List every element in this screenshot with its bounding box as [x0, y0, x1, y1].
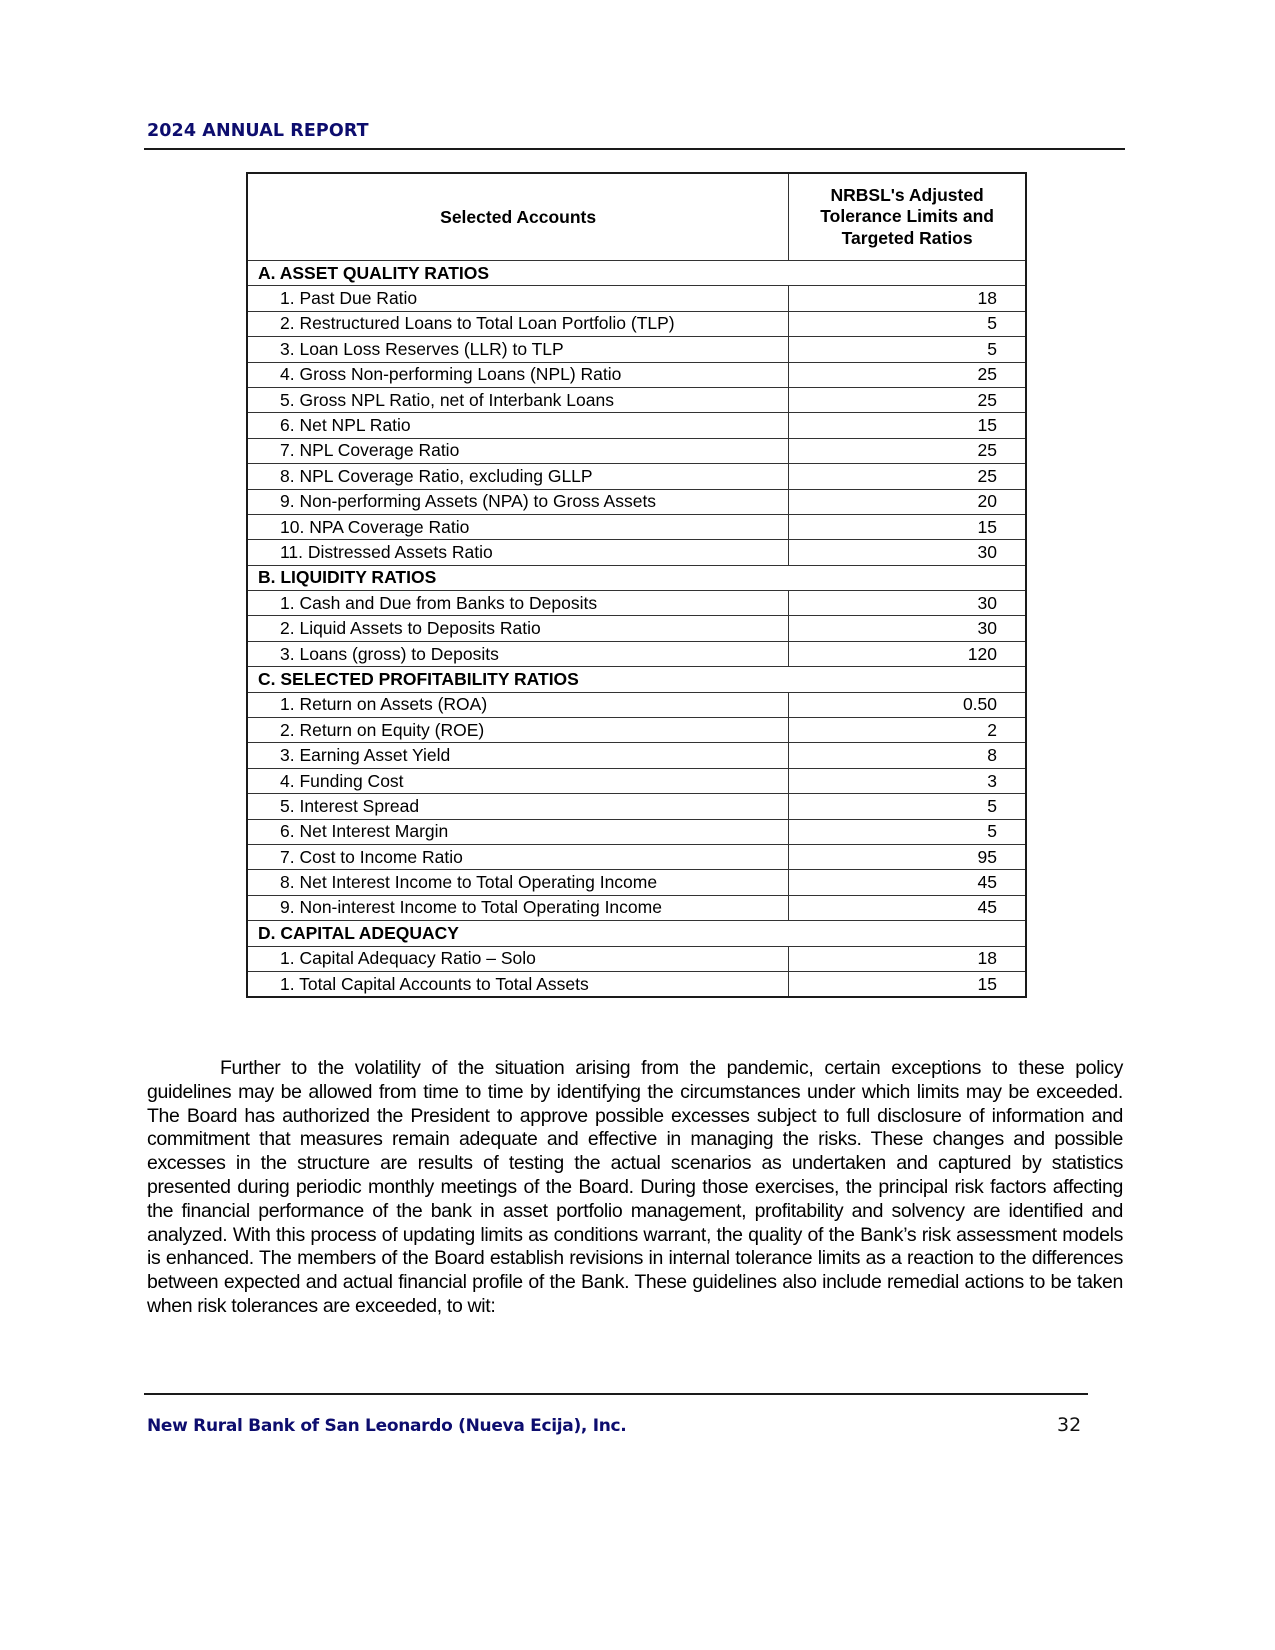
ratio-value: 25: [789, 362, 1026, 387]
account-label: 1. Past Due Ratio: [247, 286, 789, 311]
table-row: [247, 641, 1026, 666]
account-label: 1. Cash and Due from Banks to Deposits: [247, 591, 789, 616]
account-label: 2. Liquid Assets to Deposits Ratio: [247, 616, 789, 641]
column-header-line: Tolerance Limits and: [820, 206, 994, 227]
table-row: [247, 413, 1026, 438]
column-header-line: NRBSL's Adjusted: [830, 184, 984, 205]
ratio-value: 5: [789, 819, 1026, 844]
table-row: [247, 464, 1026, 489]
section-row-asset-quality: [247, 261, 1026, 286]
ratio-value: 25: [789, 387, 1026, 412]
section-title: A. ASSET QUALITY RATIOS: [247, 261, 1026, 286]
account-label: 2. Restructured Loans to Total Loan Portfolio (TLP): [247, 311, 789, 336]
account-label: 3. Earning Asset Yield: [247, 743, 789, 768]
table-row: [247, 387, 1026, 412]
table-row: [247, 438, 1026, 463]
column-header-tolerance: [789, 173, 1026, 261]
section-title: C. SELECTED PROFITABILITY RATIOS: [247, 667, 1026, 692]
ratio-value: 95: [789, 844, 1026, 869]
ratio-value: 30: [789, 616, 1026, 641]
table-row: [247, 768, 1026, 793]
table-row: [247, 870, 1026, 895]
report-title: 2024 ANNUAL REPORT: [147, 121, 369, 141]
account-label: 4. Funding Cost: [247, 768, 789, 793]
account-label: 7. NPL Coverage Ratio: [247, 438, 789, 463]
ratio-value: 18: [789, 946, 1026, 971]
tolerance-limits-table: [246, 172, 1027, 998]
account-label: 11. Distressed Assets Ratio: [247, 540, 789, 565]
table-row: [247, 337, 1026, 362]
account-label: 2. Return on Equity (ROE): [247, 718, 789, 743]
account-label: 6. Net Interest Margin: [247, 819, 789, 844]
table-row: [247, 311, 1026, 336]
table-row: [247, 286, 1026, 311]
ratio-value: 15: [789, 971, 1026, 997]
ratio-value: 18: [789, 286, 1026, 311]
ratio-value: 15: [789, 514, 1026, 539]
ratio-value: 30: [789, 540, 1026, 565]
table-row: [247, 514, 1026, 539]
ratio-value: 5: [789, 337, 1026, 362]
table-row: [247, 489, 1026, 514]
body-paragraph: Further to the volatility of the situation arising from the pandemic, certain exceptions to these policy guidelines may be allowed from time to time by identifying the circumstances under which limits may be exceeded. The Board has authorized the President to approve possible excesses subject to full disclosure of information and commitment that measures remain adequate and effective in managing the risks. These changes and possible excesses in the structure are results of testing the actual scenarios as undertaken and captured by statistics presented during periodic monthly meetings of the Board. During those exercises, the principal risk factors affecting the financial performance of the bank in asset portfolio management, profitability and solvency are identified and analyzed. With this process of updating limits as conditions warrant, the quality of the Bank’s risk assessment models is enhanced. The members of the Board establish revisions in internal tolerance limits as a reaction to the differences between expected and actual financial profile of the Bank. These guidelines also include remedial actions to be taken when risk tolerances are exceeded, to wit:: [147, 1057, 1123, 1317]
ratio-value: 30: [789, 591, 1026, 616]
account-label: 8. NPL Coverage Ratio, excluding GLLP: [247, 464, 789, 489]
ratio-value: 2: [789, 718, 1026, 743]
table-row: [247, 946, 1026, 971]
table-row: [247, 362, 1026, 387]
footer-divider: [144, 1393, 1088, 1395]
table-row: [247, 794, 1026, 819]
column-header-line: Targeted Ratios: [841, 227, 973, 248]
page-number: 32: [1057, 1414, 1082, 1436]
table-header-row: [247, 173, 1026, 261]
section-row-profitability: [247, 667, 1026, 692]
header-divider: [144, 148, 1125, 150]
ratio-value: 3: [789, 768, 1026, 793]
ratio-value: 0.50: [789, 692, 1026, 717]
table-row: [247, 743, 1026, 768]
column-header-accounts: Selected Accounts: [247, 173, 789, 261]
table-row: [247, 591, 1026, 616]
ratio-value: 20: [789, 489, 1026, 514]
account-label: 9. Non-performing Assets (NPA) to Gross Assets: [247, 489, 789, 514]
section-row-liquidity: [247, 565, 1026, 590]
account-label: 3. Loans (gross) to Deposits: [247, 641, 789, 666]
table-row: [247, 971, 1026, 997]
table-row: [247, 844, 1026, 869]
account-label: 1. Return on Assets (ROA): [247, 692, 789, 717]
ratio-value: 120: [789, 641, 1026, 666]
table-row: [247, 718, 1026, 743]
section-row-capital-adequacy: [247, 921, 1026, 946]
account-label: 6. Net NPL Ratio: [247, 413, 789, 438]
section-title: D. CAPITAL ADEQUACY: [247, 921, 1026, 946]
account-label: 1. Total Capital Accounts to Total Assets: [247, 971, 789, 997]
ratio-value: 45: [789, 870, 1026, 895]
table-row: [247, 819, 1026, 844]
account-label: 9. Non-interest Income to Total Operating Income: [247, 895, 789, 920]
account-label: 7. Cost to Income Ratio: [247, 844, 789, 869]
table-row: [247, 895, 1026, 920]
table-row: [247, 616, 1026, 641]
table-row: [247, 692, 1026, 717]
ratio-value: 25: [789, 464, 1026, 489]
footer-organization: New Rural Bank of San Leonardo (Nueva Ecija), Inc.: [147, 1416, 627, 1436]
account-label: 8. Net Interest Income to Total Operating Income: [247, 870, 789, 895]
ratio-value: 5: [789, 311, 1026, 336]
table-row: [247, 540, 1026, 565]
account-label: 3. Loan Loss Reserves (LLR) to TLP: [247, 337, 789, 362]
section-title: B. LIQUIDITY RATIOS: [247, 565, 1026, 590]
account-label: 5. Gross NPL Ratio, net of Interbank Loans: [247, 387, 789, 412]
ratio-value: 15: [789, 413, 1026, 438]
ratio-value: 8: [789, 743, 1026, 768]
ratio-value: 25: [789, 438, 1026, 463]
account-label: 1. Capital Adequacy Ratio – Solo: [247, 946, 789, 971]
account-label: 4. Gross Non-performing Loans (NPL) Ratio: [247, 362, 789, 387]
account-label: 10. NPA Coverage Ratio: [247, 514, 789, 539]
ratio-value: 5: [789, 794, 1026, 819]
account-label: 5. Interest Spread: [247, 794, 789, 819]
ratio-value: 45: [789, 895, 1026, 920]
